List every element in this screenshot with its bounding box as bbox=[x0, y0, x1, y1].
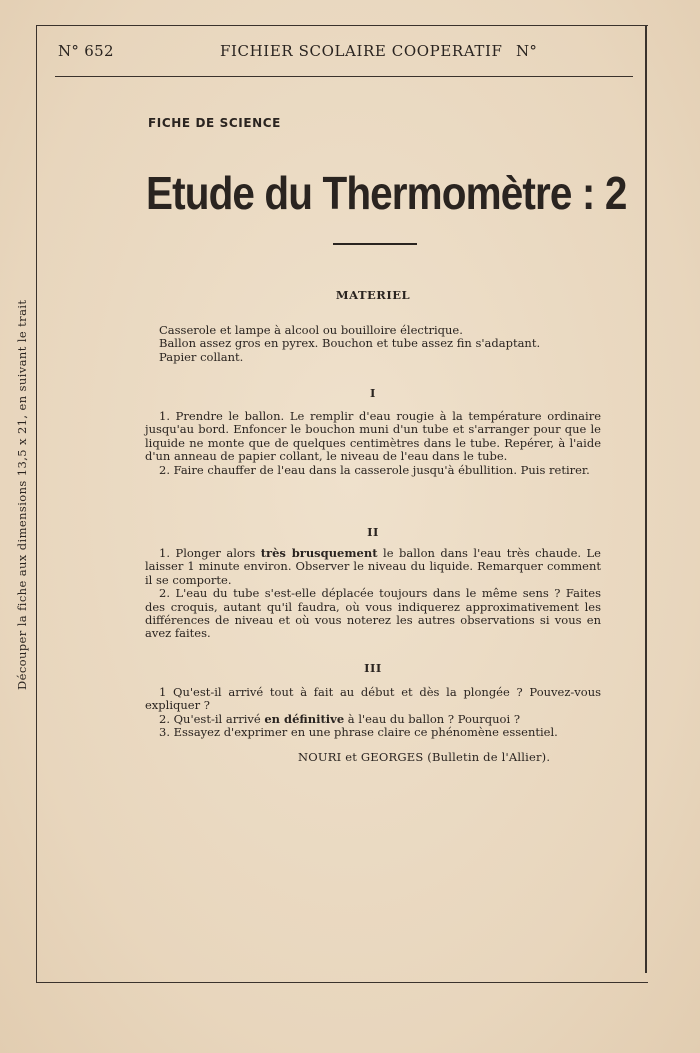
section-2-heading: II bbox=[367, 525, 379, 539]
item-text: 1. Plonger alors bbox=[159, 546, 261, 560]
card-border-right bbox=[645, 25, 647, 973]
section-1-body bbox=[145, 410, 601, 477]
materiel-line: Ballon assez gros en pyrex. Bouchon et tube assez fin s'adaptant. bbox=[159, 336, 541, 351]
cutting-instruction: Découper la fiche aux dimensions 13,5 x 21, en suivant le trait bbox=[15, 299, 29, 690]
instruction-item bbox=[145, 547, 601, 587]
question-item: 1 Qu'est-il arrivé tout à fait au début et dès la plongée ? Pouvez-vous expliquer ? bbox=[145, 685, 601, 713]
signature: NOURI et GEORGES (Bulletin de l'Allier). bbox=[298, 750, 551, 764]
page-title: Etude du Thermomètre : 2 bbox=[146, 167, 627, 219]
emphasis-text: très brusquement bbox=[260, 546, 378, 560]
section-3-heading: III bbox=[364, 661, 382, 675]
materiel-line: Casserole et lampe à alcool ou bouilloire électrique. bbox=[159, 323, 463, 337]
instruction-item: 2. L'eau du tube s'est-elle déplacée toujours dans le même sens ? Faites des croquis, autant qu'il faudra, où vous indiquerez approximativement les différences de niveau et où vous noterez les autres observations si vous en avez faites. bbox=[145, 586, 601, 641]
card-label: FICHE DE SCIENCE bbox=[148, 116, 281, 130]
item-text: à l'eau du ballon ? Pourquoi ? bbox=[344, 711, 520, 726]
item-text: le ballon dans l'eau très chaude. Le laisser 1 minute environ. Observer le niveau du liquide. Remarquer comment il se comporte. bbox=[145, 546, 601, 587]
question-item: 3. Essayez d'exprimer en une phrase claire ce phénomène essentiel. bbox=[159, 725, 558, 740]
header-title: FICHIER SCOLAIRE COOPERATIF bbox=[220, 42, 503, 60]
header-number-label: N° bbox=[516, 42, 538, 60]
section-1-heading: I bbox=[370, 386, 376, 400]
emphasis-text: en définitive bbox=[264, 711, 345, 726]
header-rule bbox=[55, 76, 633, 77]
item-text: 2. Qu'est-il arrivé bbox=[159, 711, 265, 726]
materiel-line: Papier collant. bbox=[159, 349, 244, 364]
card-number: N° 652 bbox=[58, 42, 114, 60]
title-divider bbox=[333, 243, 417, 245]
instruction-item: 2. Faire chauffer de l'eau dans la casserole jusqu'à ébullition. Puis retirer. bbox=[159, 462, 590, 477]
question-item bbox=[145, 713, 601, 726]
materiel-heading: MATERIEL bbox=[335, 288, 411, 302]
section-3-body bbox=[145, 686, 601, 740]
instruction-item: 1. Prendre le ballon. Le remplir d'eau rougie à la température ordinaire jusqu'au bord. Enfoncer le bouchon muni d'un tube et s'arranger pour que le liquide ne monte que de quelques centimètres dans le tube. Repérer, à l'aide d'un anneau de papier collant, le niveau de l'eau dans le tube. bbox=[145, 409, 601, 464]
section-2-body bbox=[145, 547, 601, 641]
materiel-list bbox=[159, 324, 609, 364]
